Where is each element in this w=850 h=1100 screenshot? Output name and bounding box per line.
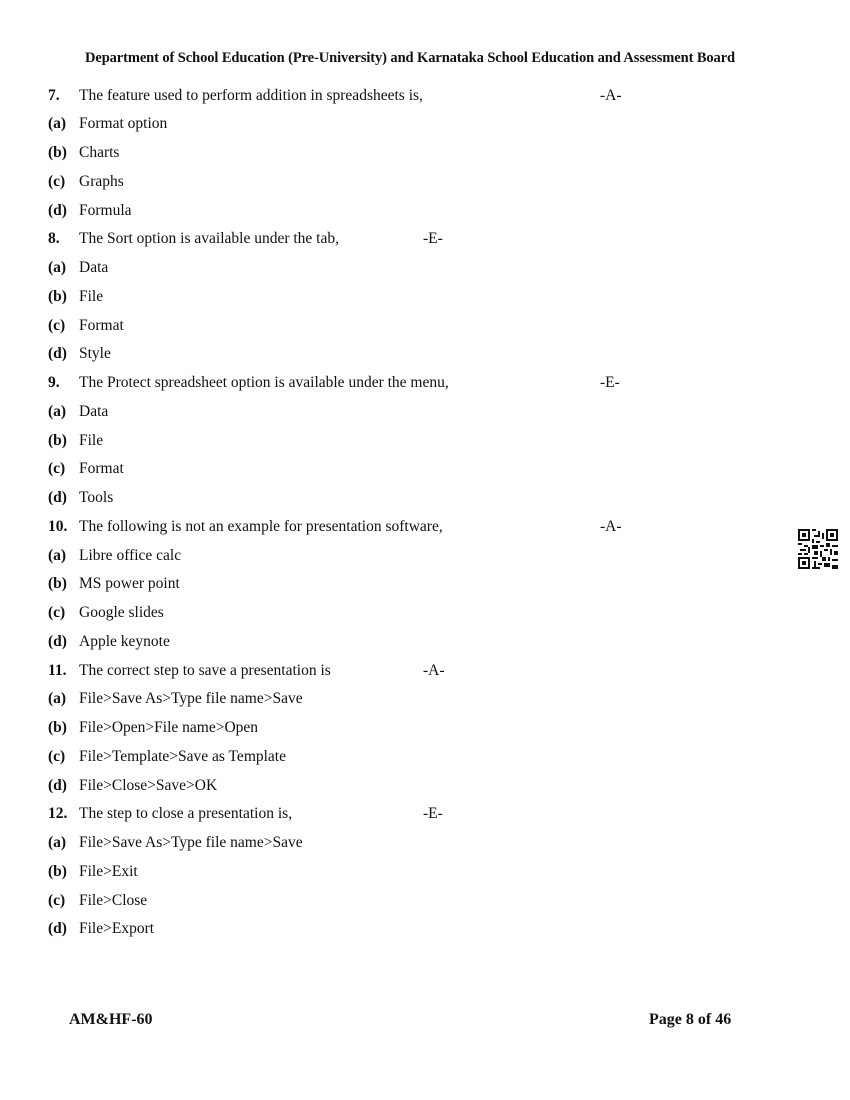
answer-code: -E- [423, 805, 443, 822]
footer-page-number: Page 8 of 46 [649, 1011, 732, 1028]
option-text: Format [79, 460, 124, 477]
option-text: Style [79, 345, 111, 362]
option-text: Google slides [79, 604, 164, 621]
answer-code: -A- [600, 87, 622, 104]
question-number: 12. [48, 805, 68, 822]
answer-code: -E- [600, 374, 620, 391]
footer-code: AM&HF-60 [69, 1011, 153, 1028]
option-label: (b) [48, 863, 67, 880]
option-label: (b) [48, 144, 67, 161]
option-label: (b) [48, 288, 67, 305]
option-text: File>Close [79, 892, 148, 909]
option-label: (c) [48, 173, 66, 190]
option-label: (d) [48, 633, 67, 650]
question-number: 8. [48, 230, 60, 247]
option-label: (d) [48, 345, 67, 362]
option-text: File>Template>Save as Template [79, 748, 286, 765]
option-label: (a) [48, 690, 67, 707]
qr-code-icon [798, 529, 838, 569]
question-text: The following is not an example for presentation software, [79, 518, 443, 535]
question-text: The step to close a presentation is, [79, 805, 293, 822]
option-text: Format option [79, 115, 168, 132]
option-text: Graphs [79, 173, 124, 190]
answer-code: -A- [423, 662, 445, 679]
option-label: (c) [48, 317, 66, 334]
option-text: File>Close>Save>OK [79, 777, 218, 794]
question-number: 7. [48, 87, 60, 104]
option-label: (a) [48, 259, 67, 276]
option-text: File [79, 432, 104, 449]
option-label: (d) [48, 202, 67, 219]
question-text: The Protect spreadsheet option is available under the menu, [79, 374, 449, 391]
option-text: Apple keynote [79, 633, 170, 650]
question-number: 9. [48, 374, 60, 391]
option-text: Formula [79, 202, 132, 219]
option-label: (c) [48, 748, 66, 765]
option-text: File [79, 288, 104, 305]
option-text: File>Export [79, 920, 155, 937]
option-text: Charts [79, 144, 120, 161]
option-label: (a) [48, 115, 67, 132]
option-label: (a) [48, 547, 67, 564]
option-text: File>Exit [79, 863, 138, 880]
option-label: (b) [48, 432, 67, 449]
question-number: 11. [48, 662, 67, 679]
option-label: (c) [48, 460, 66, 477]
option-text: Libre office calc [79, 547, 182, 564]
option-text: File>Open>File name>Open [79, 719, 259, 736]
option-label: (d) [48, 777, 67, 794]
question-text: The Sort option is available under the tab, [79, 230, 339, 247]
option-label: (c) [48, 604, 66, 621]
option-label: (b) [48, 575, 67, 592]
option-text: Tools [79, 489, 114, 506]
option-text: Data [79, 259, 109, 276]
question-text: The correct step to save a presentation is [79, 662, 331, 679]
option-label: (a) [48, 403, 67, 420]
answer-code: -E- [423, 230, 443, 247]
header-title: Department of School Education (Pre-University) and Karnataka School Education and Assessment Board [84, 50, 736, 66]
question-number: 10. [48, 518, 68, 535]
option-text: File>Save As>Type file name>Save [79, 834, 303, 851]
option-label: (b) [48, 719, 67, 736]
option-label: (a) [48, 834, 67, 851]
option-text: File>Save As>Type file name>Save [79, 690, 303, 707]
option-label: (d) [48, 489, 67, 506]
answer-code: -A- [600, 518, 622, 535]
page-header [0, 50, 820, 67]
option-text: Data [79, 403, 109, 420]
option-label: (d) [48, 920, 67, 937]
option-text: MS power point [79, 575, 180, 592]
option-text: Format [79, 317, 124, 334]
option-label: (c) [48, 892, 66, 909]
question-text: The feature used to perform addition in spreadsheets is, [79, 87, 423, 104]
